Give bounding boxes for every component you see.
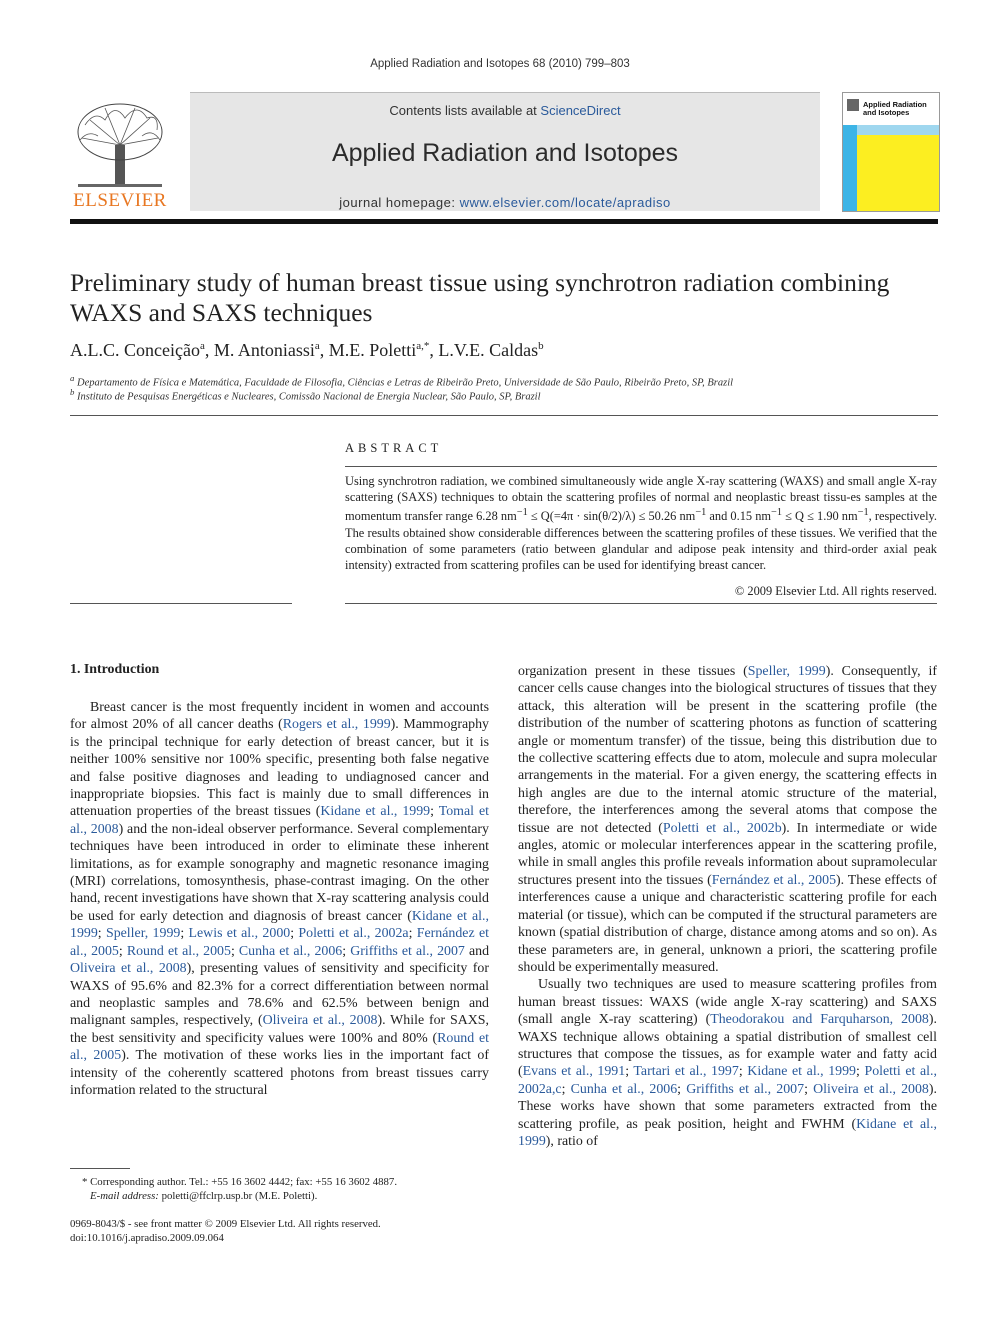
citation-link[interactable]: Rogers et al., 1999: [282, 717, 391, 733]
abstract-copyright: © 2009 Elsevier Ltd. All rights reserved.: [734, 584, 937, 598]
author[interactable]: A.L.C. Conceição: [70, 340, 200, 360]
header-divider: [70, 219, 938, 224]
intro-right-column: [518, 663, 937, 1150]
journal-citation: Applied Radiation and Isotopes 68 (2010) 799–803: [370, 58, 630, 70]
citation-link[interactable]: Evans et al., 1991: [522, 1064, 626, 1080]
abstract-heading: ABSTRACT: [345, 441, 443, 455]
citation-link[interactable]: Speller, 1999: [105, 926, 181, 942]
affiliation-b: $^b$ Instituto de Pesquisas Energéticas e Nucleares, Comissão Nacional de Energia Nuclear, São Paulo, SP, Brazil: [70, 387, 541, 403]
citation-link[interactable]: Round et al., 2005: [126, 943, 231, 959]
citation-link[interactable]: Poletti et al., 2002a: [298, 926, 409, 942]
citation-link[interactable]: Theodorakou and Farquharson, 2008: [710, 1012, 929, 1028]
divider: [70, 603, 292, 604]
citation-link[interactable]: Speller, 1999: [747, 664, 826, 679]
email-link[interactable]: poletti@ffclrp.usp.br (M.E. Poletti).: [158, 1190, 318, 1202]
author[interactable]: L.V.E. Caldas: [438, 340, 539, 360]
divider: [345, 466, 937, 467]
citation-link[interactable]: Lewis et al., 2000: [188, 926, 291, 942]
citation-link[interactable]: Griffiths et al., 2007: [686, 1081, 805, 1097]
citation-link[interactable]: Tartari et al., 1997: [633, 1064, 739, 1080]
citation-link[interactable]: Fernández et al., 2005: [70, 926, 489, 959]
publisher-logo-text: ELSEVIER: [73, 190, 167, 211]
author[interactable]: M. Antoniassi: [213, 340, 315, 360]
author[interactable]: M.E. Poletti: [328, 340, 417, 360]
paragraph: Breast cancer is the most frequently incident in women and accounts for almost 20% of all cancer deaths (Rogers et al., 1999). Mammography is the principal technique for early detection of breast cancer, but it is neither 100% sensitive nor 100% specific, presenting both false negative and false positive diagnoses and leading to undiagnosed cancer and inappropriate biopsies. This fact is mainly due to small differences in attenuation properties of the breast tissues (Kidane et al., 1999; Tomal et al., 2008) and the non-ideal observer performance. Several complementary techniques have been introduced in order to eliminate these inherent limitations, as for example sonography and magnetic resonance imaging (MRI) correlations, tomosynthesis, phase-contrast imaging. On the other hand, recent investigations have shown that X-ray scattering analysis could be used for early detection and diagnosis of breast cancer (Kidane et al., 1999; Speller, 1999; Lewis et al., 2000; Poletti et al., 2002a; Fernández et al., 2005; Round et al., 2005; Cunha et al., 2006; Griffiths et al., 2007 and Oliveira et al., 2008), presenting values of sensitivity and specificity for WAXS of 95.6% and 82.3% for a correct differentiation between normal and neoplastic samples and 78.6% and 62.5% between benign and malignant samples, respectively, (Oliveira et al., 2008). While for SAXS, the best sensitivity and specificity values were 100% and 80% (Round et al., 2005). The motivation of these works lies in the important fact of intensity of the coherently scattered photons from breast tissues carry information related to the structural: [70, 700, 490, 1098]
issn-line: 0969-8043/$ - see front matter © 2009 Elsevier Ltd. All rights reserved.: [70, 1218, 381, 1230]
citation-link[interactable]: Oliveira et al., 2008: [70, 961, 187, 977]
citation-link[interactable]: Kidane et al., 1999: [320, 804, 431, 820]
doi-line[interactable]: doi:10.1016/j.apradiso.2009.09.064: [70, 1232, 224, 1244]
citation-link[interactable]: Poletti et al., 2002b: [662, 820, 782, 836]
homepage-link[interactable]: www.elsevier.com/locate/apradiso: [459, 195, 671, 210]
citation-link[interactable]: Cunha et al., 2006: [570, 1081, 678, 1097]
author-list: A.L.C. Conceição$^a$, M. Antoniassi$^a$, M.E. Poletti$^{a,*}$, L.V.E. Caldas$^b$: [70, 340, 544, 360]
email-note: E-mail address: poletti@ffclrp.usp.br (M.E. Poletti).: [90, 1190, 318, 1202]
elsevier-logo[interactable]: [70, 100, 170, 212]
contents-line: Contents lists available at ScienceDirect: [389, 103, 621, 118]
corresponding-author-note: * Corresponding author. Tel.: +55 16 3602 4442; fax: +55 16 3602 4887.: [82, 1176, 398, 1188]
divider: [345, 603, 937, 604]
abstract-text: Using synchrotron radiation, we combined simultaneously wide angle X-ray scattering (WAXS) and small angle X-ray scattering (SAXS) techniques to obtain the scattering profiles of normal and neoplastic breast tissu-es samples at the momentum transfer range 6.28 $nm^{-1} \le Q(=4\pi \cdot \sin(\theta/2)/\lambda) \le 50.26$ $nm^{-1}$ and 0.15 $nm^{-1} \le Q \le 1.90$ $nm^{-1}$, respectively. The results obtained show considerable differences between the scattering profiles of these tissues. We verified that the combination of some parameters (ratio between glandular and adipose peak intensity and third-order axial peak intensity) extracted from scattering profiles can be used for identifying breast cancer.: [345, 474, 938, 573]
journal-banner: [190, 92, 820, 211]
sciencedirect-link[interactable]: ScienceDirect: [540, 103, 621, 118]
footnote-divider: [70, 1168, 130, 1169]
citation-link[interactable]: Kidane et al., 1999: [518, 1116, 937, 1149]
citation-link[interactable]: Griffiths et al., 2007: [350, 943, 465, 959]
paragraph: organization present in these tissues (Speller, 1999). Consequently, if cancer cells cause changes into the biological structures of tissues that they attack, this alteration will be present in the scattering profile (the distribution of the number of scattering photons as function of scattering angle or momentum transfer) of the tissue, being this distribution due to the collective scattering effects due to atom, molecule and supra molecular arrangements in the material. For a given energy, the scattering effects in high angles are due to the internal atomic structure of the material, therefore, the interferences among the several atoms that compose the tissue are not detected (Poletti et al., 2002b). In intermediate or wide angles, atomic or molecular interferences appear in the scattering profile, while in small angles this profile reveals information about supramolecular structures present into the tissues (Fernández et al., 2005). These effects of interferences cause a unique and characteristic scattering profile for each material (or tissue), which can be computed if the structural parameters are known (spatial distribution of charge, distance among atoms and so on). As these parameters are, in general, unknown a priori, the scattering profile should be experimentally measured.: [518, 664, 938, 975]
citation-link[interactable]: Oliveira et al., 2008: [262, 1013, 378, 1029]
citation-link[interactable]: Fernández et al., 2005: [711, 872, 837, 888]
cover-title: Applied Radiation and Isotopes: [863, 100, 927, 117]
section-heading-introduction: 1. Introduction: [70, 662, 160, 677]
journal-cover-image[interactable]: [842, 92, 940, 212]
citation-link[interactable]: Tomal et al., 2008: [70, 804, 489, 837]
journal-title: Applied Radiation and Isotopes: [331, 139, 679, 167]
cover-emblem-icon: [847, 99, 859, 111]
citation-link[interactable]: Round et al., 2005: [70, 1030, 490, 1064]
paragraph: Usually two techniques are used to measure scattering profiles from human breast tissues: WAXS (wide angle X-ray scattering) and SAXS (small angle X-ray scattering) (Theodorakou and Farquharson, 2008). WAXS technique allows obtaining a spatial distribution of smallest cell structures that compose the tissues, as for example water and fatty acid (Evans et al., 1991; Tartari et al., 1997; Kidane et al., 1999; Poletti et al., 2002a,c; Cunha et al., 2006; Griffiths et al., 2007; Oliveira et al., 2008). These works have shown that some parameters extracted from the scattering profile, as peak position, height and FWHM (Kidane et al., 1999), ratio of: [518, 977, 937, 1149]
tree-icon: [70, 100, 170, 190]
citation-link[interactable]: Poletti et al., 2002a,c: [518, 1064, 937, 1097]
journal-homepage: journal homepage: www.elsevier.com/locate/apradiso: [339, 195, 671, 210]
divider: [70, 415, 938, 416]
citation-link[interactable]: Kidane et al., 1999: [747, 1064, 857, 1080]
article-title: Preliminary study of human breast tissue using synchrotron radiation combining WAXS and SAXS techniques: [70, 268, 890, 327]
intro-left-column: [70, 699, 489, 1099]
citation-link[interactable]: Kidane et al., 1999: [70, 908, 489, 942]
citation-link[interactable]: Cunha et al., 2006: [238, 943, 343, 959]
affiliation-a: $^a$ Departamento de Física e Matemática, Faculdade de Filosofia, Ciências e Letras de Ribeirão Preto, Universidade de São Paulo, Ribeirão Preto, SP, Brazil: [70, 373, 734, 389]
citation-link[interactable]: Oliveira et al., 2008: [813, 1081, 929, 1097]
